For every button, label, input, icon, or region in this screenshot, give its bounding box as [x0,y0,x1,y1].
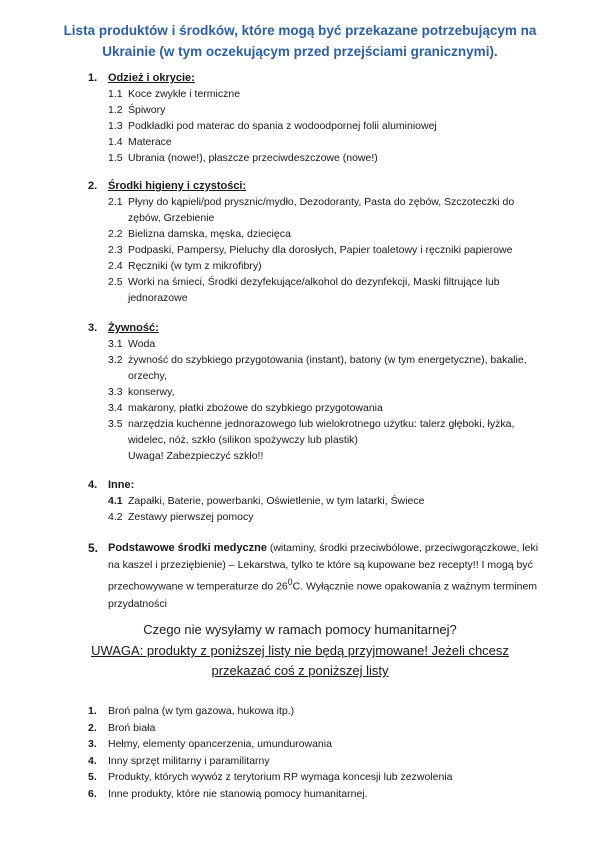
section-medical [88,540,540,613]
item-text: Woda [128,338,156,350]
section-heading [88,477,548,493]
section-clothing [88,70,548,166]
item-text: Zapałki, Baterie, powerbanki, Oświetlenie, w tym latarki, Świece [128,495,425,507]
item-number: 4.1 [108,495,123,507]
list-item [88,118,548,134]
item-number: 3.3 [108,386,123,398]
section-heading [88,178,548,194]
list-item [88,703,453,720]
item-text: Koce zwykłe i termiczne [128,88,241,100]
item-text: żywność do szybkiego przygotowania (instant), batony (w tym energetyczne), bakalie, orzechy, [128,354,527,382]
item-text: Worki na śmieci, Środki dezyfekujące/alkohol do dezynfekcji, Maski filtrujące lub jednorazowe [128,276,500,304]
section-hygiene [88,178,548,306]
list-item [88,226,548,242]
item-number: 2.5 [108,276,123,288]
item-number: 1.3 [108,120,123,132]
item-number: 3. [88,738,97,750]
degree-superscript: 0 [287,577,293,587]
section-food [88,320,548,464]
list-item [88,786,453,803]
item-number: 2. [88,721,97,734]
item-text: Płyny do kąpieli/pod prysznic/mydło, Dezodoranty, Pasta do zębów, Szczoteczki do zębów, Grzebienie [128,196,515,224]
section-label: Odzież i okrycie: [108,72,195,84]
list-item [88,720,453,737]
item-number: 1.2 [108,104,123,116]
item-text: Podpaski, Pampersy, Pieluchy dla dorosłych, Papier toaletowy i ręczniki papierowe [128,244,513,256]
section-number: 5. [88,541,99,555]
list-item [88,736,453,753]
item-text: makarony, płatki zbożowe do szybkiego przygotowania [128,402,383,414]
section-number: 4. [88,479,98,491]
item-text: Broń biała [108,721,156,734]
item-number: 1.1 [108,88,123,100]
item-number: 3.5 [108,418,123,430]
medical-description: (witaminy, środki przeciwbólowe, przeciwgorączkowe, leki na kaszel i przeziębienie) – Lekarstwa, tylko te które są kupowane bez recepty!! I mogą być przechowywane w temperaturze do 26 [108,542,539,593]
section-heading [88,70,548,86]
item-number: 2.3 [108,244,123,256]
item-text: Inne produkty, które nie stanowią pomocy humanitarnej. [108,787,368,800]
item-number: 1. [88,705,97,717]
item-text: Zestawy pierwszej pomocy [128,511,254,523]
item-number: 1.5 [108,152,123,164]
item-number: 4. [88,754,97,767]
section-label: Żywność: [108,322,159,334]
list-item [88,86,548,102]
item-number: 3.2 [108,354,123,366]
list-item [88,102,548,118]
section-number: 2. [88,180,98,192]
list-item [88,258,548,274]
list-item [88,769,453,786]
item-number: 2.1 [108,196,123,208]
list-item [88,274,548,306]
list-item [88,242,548,258]
item-text: Śpiwory [128,104,166,116]
excluded-list [88,703,453,802]
medical-text [108,540,540,613]
list-item [88,336,548,352]
item-text: Broń palna (w tym gazowa, hukowa itp.) [108,705,295,717]
medical-description-end: C. Wyłącznie nowe opakowania z ważnym terminem przydatności [108,580,538,610]
item-text: Bielizna damska, męska, dziecięca [128,228,291,240]
item-number: 5. [88,771,97,783]
item-number: 3.4 [108,402,123,414]
item-text: Ubrania (nowe!), płaszcze przeciwdeszczowe (nowe!) [128,152,378,164]
section-number: 1. [88,72,98,84]
item-number: 4.2 [108,511,123,523]
item-text: Hełmy, elementy opancerzenia, umundurowania [108,738,332,750]
list-item [88,384,548,400]
item-text: Ręczniki (w tym z mikrofibry) [128,260,262,272]
list-item [88,493,548,509]
list-item [88,134,548,150]
list-item [88,194,548,226]
item-text: Produkty, których wywóz z terytorium RP wymaga koncesji lub zezwolenia [108,771,453,783]
excluded-warning: UWAGA: produkty z poniższej listy nie będą przyjmowane! Jeżeli chcesz przekazać coś z poniższej listy [91,643,509,678]
section-label: Środki higieny i czystości: [108,180,247,192]
list-item [88,416,548,448]
list-item [88,400,548,416]
item-number: 3.1 [108,338,123,350]
list-item [88,509,548,525]
item-number: 6. [88,787,97,800]
item-text: narzędzia kuchenne jednorazowego lub wielokrotnego użytku: talerz głęboki, łyżka, widelec, nóż, szkło (silikon spożywczy lub plastik) [128,418,515,446]
item-number: 1.4 [108,136,123,148]
item-text: Inny sprzęt militarny i paramilitarny [108,754,270,767]
excluded-question: Czego nie wysyłamy w ramach pomocy humanitarnej? [143,622,457,637]
item-text: konserwy, [128,386,175,398]
item-text: Podkładki pod materac do spania z wodoodpornej folii aluminiowej [128,120,437,132]
item-number: 2.4 [108,260,123,272]
document-title: Lista produktów i środków, które mogą być przekazane potrzebującym na Ukrainie (w tym oczekującym przed przejściami granicznymi). [63,23,537,59]
section-label: Inne: [108,479,135,491]
item-number: 2.2 [108,228,123,240]
section-other [88,477,548,525]
list-item [88,150,548,166]
section-label: Podstawowe środki medyczne [108,542,267,554]
list-item [88,753,453,770]
item-text: Materace [128,136,172,148]
glass-warning: Uwaga! Zabezpieczyć szkło!! [128,450,264,462]
section-heading [88,320,548,336]
section-number: 3. [88,322,98,334]
list-item [88,352,548,384]
